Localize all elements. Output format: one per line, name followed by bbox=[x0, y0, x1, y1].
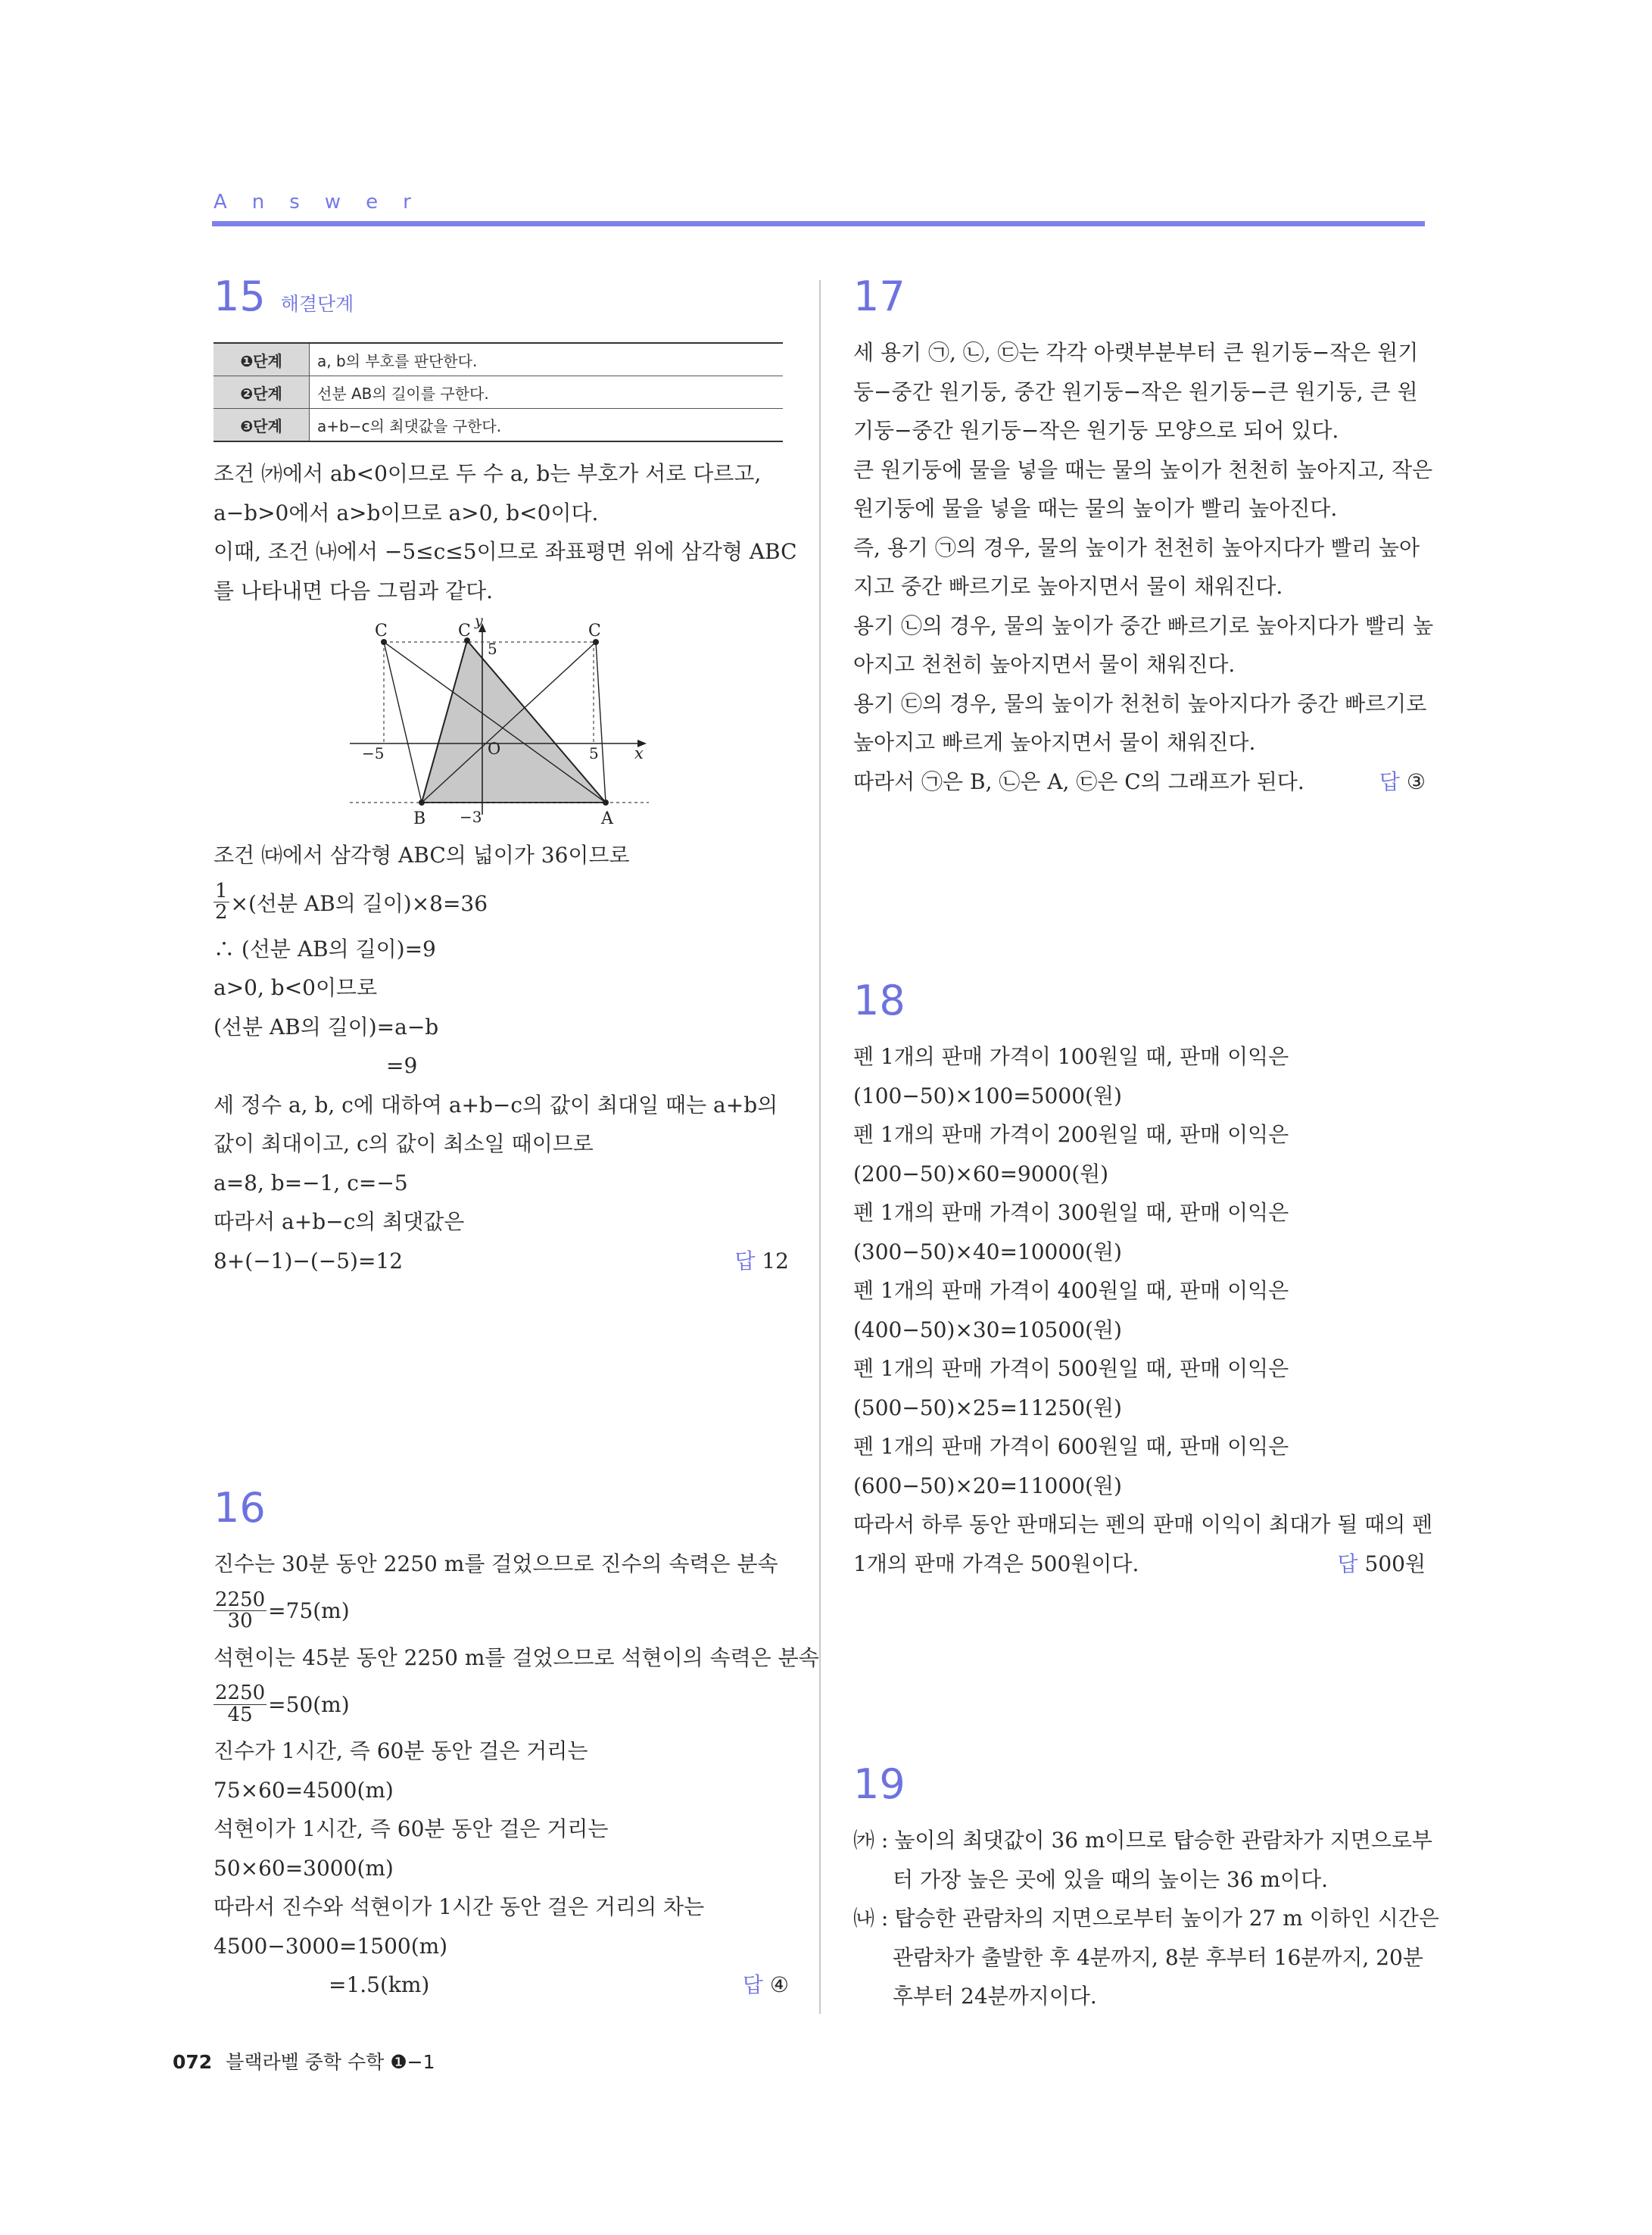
text-line: (200−50)×60=9000(원) bbox=[853, 1161, 1109, 1186]
fraction bbox=[214, 1683, 267, 1725]
text-line: 석현이는 45분 동안 2250 m를 걸었으므로 석현이의 속력은 분속 bbox=[214, 1644, 819, 1670]
segment bbox=[596, 642, 606, 803]
text-line: (500−50)×25=11250(원) bbox=[853, 1395, 1122, 1420]
text-line: 용기 ㉢의 경우, 물의 높이가 천천히 높아지다가 중간 빠르기로 bbox=[853, 690, 1427, 716]
point-b bbox=[419, 800, 425, 806]
text-line: 따라서 ㉠은 B, ㉡은 A, ㉢은 C의 그래프가 된다. bbox=[853, 768, 1304, 794]
fraction bbox=[214, 881, 229, 924]
text-line: a>0, b<0이므로 bbox=[214, 975, 378, 1000]
step-desc: a+b−c의 최댓값을 구한다. bbox=[310, 409, 784, 442]
header-label: Answer bbox=[214, 191, 436, 214]
solution-steps-tag: 해결단계 bbox=[280, 293, 354, 315]
text-line: 아지고 천천히 높아지면서 물이 채워진다. bbox=[853, 652, 1236, 677]
book-title: 블랙라벨 중학 수학 ❶−1 bbox=[226, 2051, 435, 2073]
text-line: 펜 1개의 판매 가격이 200원일 때, 판매 이익은 bbox=[853, 1122, 1289, 1147]
text-line: 높아지고 빠르게 높아지면서 물이 채워진다. bbox=[853, 730, 1256, 755]
text-line: 펜 1개의 판매 가격이 500원일 때, 판매 이익은 bbox=[853, 1356, 1289, 1381]
text-line: 조건 ㈎에서 ab<0이므로 두 수 a, b는 부호가 서로 다르고, bbox=[214, 461, 762, 486]
text-line: (선분 AB의 길이)=a−b bbox=[214, 1014, 439, 1040]
column-divider bbox=[819, 280, 821, 2014]
text-line: 진수가 1시간, 즉 60분 동안 걸은 거리는 bbox=[214, 1738, 588, 1763]
fraction-line bbox=[214, 1584, 789, 1638]
text-line: =1.5(km) bbox=[329, 1972, 430, 1997]
text-line: 세 용기 ㉠, ㉡, ㉢는 각각 아랫부분부터 큰 원기둥−작은 원기 bbox=[853, 340, 1419, 365]
text-line: 75×60=4500(m) bbox=[214, 1777, 394, 1803]
fraction-denominator: 2 bbox=[215, 901, 228, 924]
text-line: 석현이가 1시간, 즉 60분 동안 걸은 거리는 bbox=[214, 1816, 609, 1841]
answer-value: ④ bbox=[769, 1972, 789, 1997]
text-line: 펜 1개의 판매 가격이 300원일 때, 판매 이익은 bbox=[853, 1200, 1289, 1225]
left-column bbox=[214, 273, 797, 1280]
text-line: 큰 원기둥에 물을 넣을 때는 물의 높이가 천천히 높아지고, 작은 bbox=[853, 457, 1433, 482]
text-line: (600−50)×20=11000(원) bbox=[853, 1473, 1122, 1498]
text-line: 펜 1개의 판매 가격이 400원일 때, 판매 이익은 bbox=[853, 1278, 1289, 1303]
step-desc: a, b의 부호를 판단한다. bbox=[310, 343, 784, 376]
table-row bbox=[214, 343, 783, 376]
answer bbox=[734, 1242, 789, 1281]
text-line: 둥−중간 원기둥, 중간 원기둥−작은 원기둥−큰 원기둥, 큰 원 bbox=[853, 379, 1418, 404]
answer-line bbox=[214, 1965, 789, 2005]
text-line: 후부터 24분까지이다. bbox=[893, 1984, 1097, 2009]
text-line: (400−50)×30=10500(원) bbox=[853, 1317, 1122, 1342]
answer-label: 답 bbox=[1379, 768, 1400, 794]
tick-5-x: 5 bbox=[589, 744, 599, 762]
answer-label: 답 bbox=[1337, 1551, 1358, 1576]
fraction-line bbox=[214, 875, 789, 930]
answer-label: 답 bbox=[734, 1248, 756, 1273]
list-item bbox=[853, 1821, 1432, 1860]
problem-15 bbox=[214, 273, 797, 1280]
text-line: 4500−3000=1500(m) bbox=[214, 1933, 448, 1959]
step-label: ❶단계 bbox=[214, 343, 310, 376]
label-a: A bbox=[601, 809, 613, 828]
answer-value: ③ bbox=[1406, 768, 1426, 794]
answer-line bbox=[853, 1545, 1426, 1584]
text-line: 즉, 용기 ㉠의 경우, 물의 높이가 천천히 높아지다가 빨리 높아 bbox=[853, 535, 1420, 560]
problem-number: 18 bbox=[853, 977, 905, 1024]
problem-19 bbox=[853, 1760, 1439, 2016]
problem-number: 19 bbox=[853, 1760, 905, 1808]
text-line: 따라서 하루 동안 판매되는 펜의 판매 이익이 최대가 될 때의 펜 bbox=[853, 1512, 1433, 1537]
fraction-numerator: 1 bbox=[215, 879, 228, 902]
fraction bbox=[214, 1590, 267, 1632]
text-line: 따라서 진수와 석현이가 1시간 동안 걸은 거리의 차는 bbox=[214, 1894, 705, 1919]
shaded-triangle bbox=[422, 641, 606, 803]
segment bbox=[384, 642, 422, 803]
label-c: C bbox=[375, 622, 388, 641]
fraction-denominator: 30 bbox=[227, 1610, 253, 1632]
text-line: 1개의 판매 가격은 500원이다. bbox=[853, 1551, 1139, 1576]
text-line: 관람차가 출발한 후 4분까지, 8분 후부터 16분까지, 20분 bbox=[893, 1944, 1423, 1970]
problem-number: 16 bbox=[214, 1484, 266, 1532]
text-line: 세 정수 a, b, c에 대하여 a+b−c의 값이 최대일 때는 a+b의 bbox=[214, 1092, 778, 1118]
text-line: 이때, 조건 ㈏에서 −5≤c≤5이므로 좌표평면 위에 삼각형 ABC bbox=[214, 539, 797, 564]
text-line: 값이 최대이고, c의 값이 최소일 때이므로 bbox=[214, 1131, 594, 1156]
step-label: ❷단계 bbox=[214, 376, 310, 409]
label-b: B bbox=[413, 809, 426, 828]
answer-label: 답 bbox=[742, 1972, 763, 1997]
label-c: C bbox=[588, 622, 601, 641]
point-a bbox=[603, 800, 609, 806]
triangle-figure bbox=[214, 610, 789, 830]
tick-5-y: 5 bbox=[488, 640, 497, 658]
text-line: 8+(−1)−(−5)=12 bbox=[214, 1248, 404, 1273]
text-line: 조건 ㈐에서 삼각형 ABC의 넓이가 36이므로 bbox=[214, 843, 630, 868]
problem-16 bbox=[214, 1484, 819, 2005]
answer-value: 500원 bbox=[1364, 1551, 1426, 1576]
text-line: 탑승한 관람차의 지면으로부터 높이가 27 m 이하인 시간은 bbox=[894, 1906, 1439, 1931]
text-line: 진수는 30분 동안 2250 m를 걸었으므로 진수의 속력은 분속 bbox=[214, 1551, 778, 1576]
text-line: 용기 ㉡의 경우, 물의 높이가 중간 빠르기로 높아지다가 빨리 높 bbox=[853, 613, 1434, 638]
problem-number: 15 bbox=[214, 273, 266, 320]
answer bbox=[743, 1965, 789, 2005]
page-number: 072 bbox=[173, 2051, 213, 2073]
text-line: 높이의 최댓값이 36 m이므로 탑승한 관람차가 지면으로부 bbox=[894, 1828, 1432, 1853]
list-item bbox=[853, 1899, 1439, 1938]
answer-value: 12 bbox=[762, 1248, 789, 1273]
item-mark: ㈏ : bbox=[853, 1906, 889, 1931]
text-line: a=8, b=−1, c=−5 bbox=[214, 1170, 408, 1195]
problem-17 bbox=[853, 273, 1434, 801]
item-mark: ㈎ : bbox=[853, 1828, 889, 1853]
answer bbox=[1338, 1545, 1426, 1584]
table-row bbox=[214, 376, 783, 409]
fraction-rest: =50(m) bbox=[268, 1691, 350, 1717]
label-c: C bbox=[458, 622, 471, 641]
fraction-denominator: 45 bbox=[227, 1703, 253, 1726]
label-y-axis: y bbox=[475, 613, 483, 629]
text-line: =9 bbox=[386, 1053, 418, 1078]
answer bbox=[1379, 762, 1426, 802]
problem-number: 17 bbox=[853, 273, 905, 320]
text-line: (100−50)×100=5000(원) bbox=[853, 1083, 1122, 1108]
tick-neg5: −5 bbox=[362, 744, 385, 762]
text-line: 펜 1개의 판매 가격이 600원일 때, 판매 이익은 bbox=[853, 1434, 1289, 1459]
text-line: 기둥−중간 원기둥−작은 원기둥 모양으로 되어 있다. bbox=[853, 418, 1339, 443]
steps-table bbox=[214, 342, 783, 442]
text-line: 를 나타내면 다음 그림과 같다. bbox=[214, 578, 494, 603]
text-line: 원기둥에 물을 넣을 때는 물의 높이가 빨리 높아진다. bbox=[853, 496, 1338, 521]
fraction-rest: ×(선분 AB의 길이)×8=36 bbox=[230, 890, 488, 916]
text-line: 50×60=3000(m) bbox=[214, 1855, 394, 1881]
text-line: ∴ (선분 AB의 길이)=9 bbox=[214, 936, 436, 962]
table-row bbox=[214, 409, 783, 442]
text-line: a−b>0에서 a>b이므로 a>0, b<0이다. bbox=[214, 500, 599, 525]
text-line: (300−50)×40=10000(원) bbox=[853, 1239, 1122, 1264]
answer-line bbox=[214, 1242, 789, 1281]
text-line: 따라서 a+b−c의 최댓값은 bbox=[214, 1209, 465, 1234]
page-footer bbox=[173, 2047, 435, 2074]
step-desc: 선분 AB의 길이를 구한다. bbox=[310, 376, 784, 409]
fraction-rest: =75(m) bbox=[268, 1598, 350, 1623]
answer-line bbox=[853, 762, 1426, 802]
header-rule bbox=[212, 221, 1425, 226]
step-label: ❸단계 bbox=[214, 409, 310, 442]
fraction-line bbox=[214, 1677, 789, 1732]
text-line: 펜 1개의 판매 가격이 100원일 때, 판매 이익은 bbox=[853, 1044, 1289, 1069]
fraction-numerator: 2250 bbox=[215, 1588, 266, 1611]
label-origin: O bbox=[488, 740, 501, 758]
fraction-numerator: 2250 bbox=[215, 1682, 266, 1705]
text-line: 지고 중간 빠르기로 높아지면서 물이 채워진다. bbox=[853, 574, 1283, 599]
label-x-axis: x bbox=[634, 744, 644, 762]
problem-18 bbox=[853, 977, 1433, 1583]
tick-neg3: −3 bbox=[460, 808, 482, 826]
text-line: 터 가장 높은 곳에 있을 때의 높이는 36 m이다. bbox=[893, 1866, 1329, 1892]
